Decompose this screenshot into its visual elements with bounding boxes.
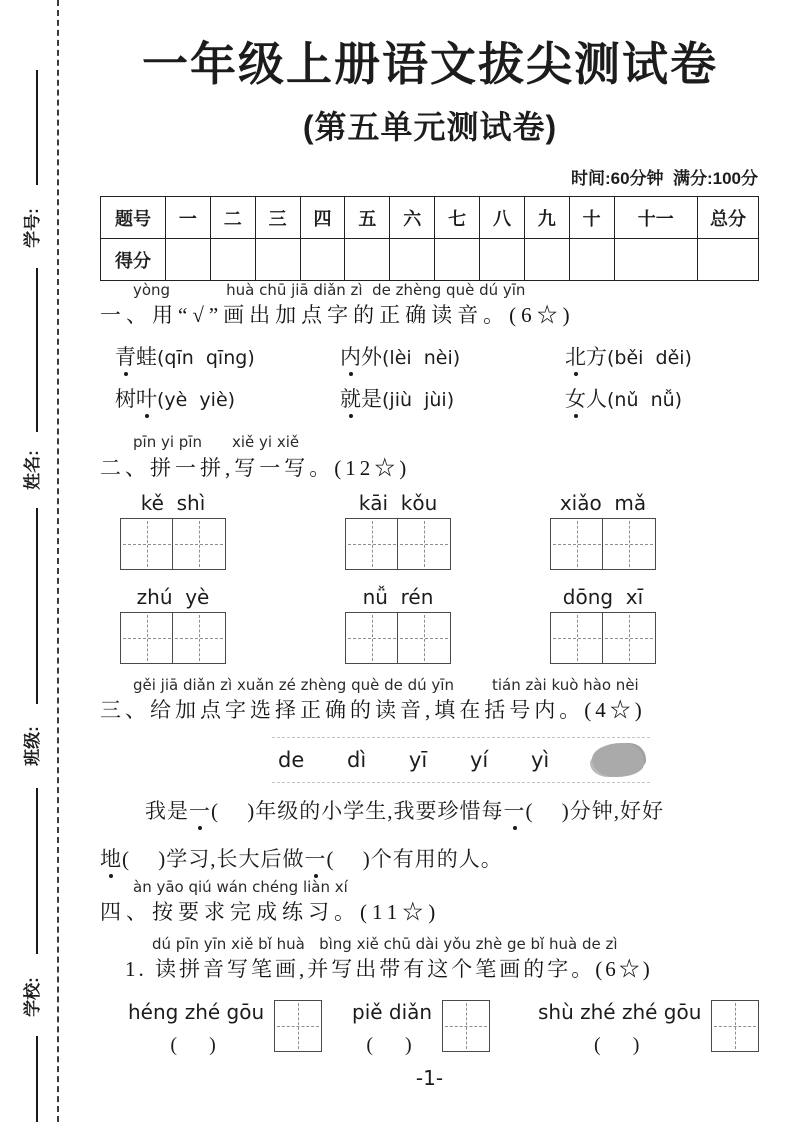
writing-cell — [550, 518, 604, 570]
pinyin-part: huà chū jiā diǎn zì de zhèng què dú yīn — [226, 281, 526, 299]
answer-parentheses: ( ) — [170, 1034, 222, 1056]
writing-cell — [602, 612, 656, 664]
margin-blank-line — [36, 1036, 38, 1122]
student-number-label: 学号: — [23, 208, 42, 248]
dotted-word: 北方 — [565, 345, 607, 369]
writing-grid — [343, 612, 453, 664]
score-table-header-row — [101, 197, 759, 239]
pinyin-options: (jiù jùi) — [382, 389, 455, 411]
pinyin-label: dōng xī — [562, 585, 644, 609]
score-cell-empty — [255, 239, 300, 281]
writing-cell — [172, 518, 226, 570]
section2-heading: 二、拼一拼,写一写。(12☆) — [100, 456, 411, 480]
writing-cell — [120, 518, 174, 570]
page-subtitle: (第五单元测试卷) — [302, 109, 558, 145]
writing-cell — [397, 612, 451, 664]
score-cell-empty — [435, 239, 480, 281]
writing-grid — [548, 518, 658, 570]
pinyin-part: dú pīn yīn xiě bǐ huà bìng xiě chū dài yǒu zhè ge bǐ huà de zì — [152, 935, 618, 953]
section4-sub1-pinyin — [152, 935, 618, 953]
writing-cell — [711, 1000, 759, 1052]
score-col: 十一 — [614, 197, 697, 239]
reading-choice-item — [340, 341, 460, 371]
section3-heading: 三、给加点字选择正确的读音,填在括号内。(4☆) — [100, 698, 646, 722]
options-box — [272, 737, 650, 783]
pinyin-label: kě shì — [140, 491, 206, 515]
option-pinyin: dì — [347, 748, 367, 772]
section4-pinyin — [133, 878, 348, 896]
reading-choice-item — [340, 383, 454, 413]
section4-sub1-heading: 1. 读拼音写笔画,并写出带有这个笔画的字。(6☆) — [125, 957, 653, 981]
option-pinyin: yì — [530, 748, 550, 772]
score-cell-empty — [698, 239, 759, 281]
writing-cell — [550, 612, 604, 664]
score-cell-empty — [210, 239, 255, 281]
writing-cell — [172, 612, 226, 664]
pinyin-writing-item — [118, 491, 228, 570]
score-cell-empty — [569, 239, 614, 281]
score-cell-empty — [166, 239, 211, 281]
score-col: 二 — [210, 197, 255, 239]
stroke-pinyin-label: piě diǎn — [352, 1000, 433, 1024]
writing-cell — [274, 1000, 322, 1052]
dotted-word: 就是 — [340, 387, 382, 411]
section3-pinyin — [133, 676, 639, 694]
pinyin-part: tián zài kuò hào nèi — [491, 676, 639, 694]
score-col: 三 — [255, 197, 300, 239]
decoration-blob — [592, 743, 644, 777]
pinyin-writing-item — [343, 491, 453, 570]
class-label: 班级: — [23, 726, 42, 766]
pinyin-options: (nǔ nǚ) — [607, 389, 683, 411]
time-score-info: 时间:60分钟 满分:100分 — [570, 169, 758, 188]
margin-blank-line — [36, 268, 38, 432]
writing-grid — [548, 612, 658, 664]
option-pinyin: de — [278, 748, 305, 772]
score-cell-empty — [524, 239, 569, 281]
stroke-writing-item — [352, 1000, 490, 1057]
section1-pinyin — [133, 281, 525, 299]
score-col: 五 — [345, 197, 390, 239]
fold-dashed-line — [57, 0, 59, 1122]
score-table-score-row — [101, 239, 759, 281]
score-col: 七 — [435, 197, 480, 239]
score-cell-empty — [390, 239, 435, 281]
student-name-label: 姓名: — [23, 450, 42, 490]
section4-heading: 四、按要求完成练习。(11☆) — [100, 900, 441, 924]
stroke-pinyin-label: shù zhé zhé gōu — [538, 1000, 702, 1024]
pinyin-part: àn yāo qiú wán chéng liàn xí — [133, 878, 348, 896]
score-col-label: 题号 — [101, 197, 166, 239]
page-number: -1- — [415, 1066, 444, 1090]
score-cell-empty — [480, 239, 525, 281]
pinyin-label: kāi kǒu — [358, 491, 438, 515]
pinyin-label: zhú yè — [136, 585, 210, 609]
pinyin-part: pīn yi pīn — [133, 433, 202, 451]
score-col: 四 — [300, 197, 345, 239]
option-pinyin: yí — [469, 748, 489, 772]
score-col: 十 — [569, 197, 614, 239]
margin-blank-line — [36, 70, 38, 185]
pinyin-part: yòng — [133, 281, 171, 299]
writing-grid — [343, 518, 453, 570]
pinyin-options: (qīn qīng) — [157, 347, 255, 369]
stroke-writing-item — [128, 1000, 322, 1057]
writing-cell — [602, 518, 656, 570]
score-col: 一 — [166, 197, 211, 239]
dotted-word: 女人 — [565, 387, 607, 411]
margin-blank-line — [36, 788, 38, 954]
pinyin-label: xiǎo mǎ — [559, 491, 647, 515]
writing-cell — [345, 612, 399, 664]
score-cell-empty — [300, 239, 345, 281]
reading-choice-item — [565, 341, 692, 371]
reading-choice-item — [565, 383, 682, 413]
pinyin-part: xiě yi xiě — [231, 433, 300, 451]
stroke-writing-item — [538, 1000, 759, 1057]
writing-cell — [345, 518, 399, 570]
dotted-word: 青蛙 — [115, 345, 157, 369]
pinyin-writing-item — [343, 585, 453, 664]
page-title: 一年级上册语文拔尖测试卷 — [142, 38, 718, 90]
school-label: 学校: — [23, 977, 42, 1017]
paragraph-line: 我是一( )年级的小学生,我要珍惜每一( )分钟,好好 — [145, 799, 664, 823]
paragraph-line: 地( )学习,长大后做一( )个有用的人。 — [100, 847, 503, 871]
score-cell-empty — [614, 239, 697, 281]
stroke-pinyin-label: héng zhé gōu — [128, 1000, 265, 1024]
pinyin-options: (yè yiè) — [157, 389, 236, 411]
writing-grid — [118, 612, 228, 664]
score-col: 六 — [390, 197, 435, 239]
section2-pinyin — [133, 433, 299, 451]
writing-cell — [442, 1000, 490, 1052]
reading-choice-item — [115, 383, 235, 413]
pinyin-writing-item — [118, 585, 228, 664]
score-cell-empty — [345, 239, 390, 281]
dotted-word: 内外 — [340, 345, 382, 369]
score-col: 九 — [524, 197, 569, 239]
answer-parentheses: ( ) — [366, 1034, 418, 1056]
reading-choice-item — [115, 341, 255, 371]
score-table — [100, 196, 759, 281]
score-col: 八 — [480, 197, 525, 239]
dotted-word: 树叶 — [115, 387, 157, 411]
writing-cell — [397, 518, 451, 570]
section1-heading: 一、用“√”画出加点字的正确读音。(6☆) — [100, 303, 575, 327]
writing-cell — [120, 612, 174, 664]
margin-blank-line — [36, 508, 38, 704]
score-row-label: 得分 — [101, 239, 166, 281]
score-col: 总分 — [698, 197, 759, 239]
writing-grid — [118, 518, 228, 570]
pinyin-part: gěi jiā diǎn zì xuǎn zé zhèng què de dú yīn — [133, 676, 454, 694]
answer-parentheses: ( ) — [594, 1034, 646, 1056]
pinyin-options: (lèi nèi) — [382, 347, 461, 369]
option-pinyin: yī — [408, 748, 428, 772]
pinyin-label: nǚ rén — [362, 585, 434, 609]
pinyin-writing-item — [548, 491, 658, 570]
pinyin-writing-item — [548, 585, 658, 664]
pinyin-options: (běi děi) — [607, 347, 692, 369]
